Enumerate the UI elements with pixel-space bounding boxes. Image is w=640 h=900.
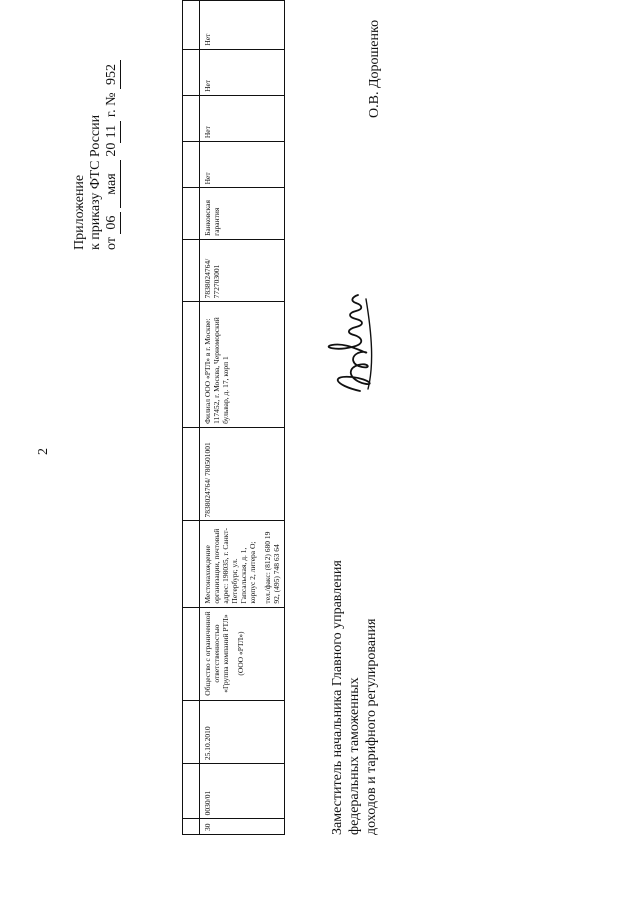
table-row (200, 1, 285, 835)
row-number-cell (183, 819, 200, 835)
organization-short-name: (ООО «РТЛ») (236, 631, 245, 676)
appendix-order-ref: к приказу ФТС России (88, 114, 104, 250)
flag-cell (183, 142, 200, 188)
flag-cell (183, 49, 200, 95)
order-year-suffix: 11 (104, 121, 121, 143)
signatory-title-line: федеральных таможенных (346, 677, 362, 835)
order-day: 06 (104, 212, 121, 234)
address-text: Местонахождение организации, почтовый адрес: 198035, г. Санкт-Петербург, ул. Гапсальская, д. 1, корпус 2, литера О; (203, 527, 257, 604)
organization-full-name: Общество с ограниченной ответственностью «Группа компаний РТЛ» (203, 611, 230, 696)
registration-number-cell (183, 764, 200, 819)
organization-name (200, 607, 285, 700)
order-year-prefix: 20 (104, 142, 120, 157)
row-number: 30 (200, 819, 285, 835)
organization-address-cell (183, 521, 200, 607)
registration-number: 0030/01 (200, 764, 285, 819)
flag-value: Нет (200, 49, 285, 95)
flag-value: Нет (200, 142, 285, 188)
organization-address (200, 521, 285, 607)
guarantee-type: Банковская гарантия (200, 188, 285, 240)
signatory-title (330, 560, 380, 835)
branch-info: Филиал ООО «РТЛ» в г. Москве: 117452, г. Москва, Черноморский бульвар, д. 17, корп 1 (200, 302, 285, 428)
registry-table (182, 0, 285, 835)
order-number: 952 (104, 60, 121, 89)
flag-cell (183, 95, 200, 141)
branch-inn-kpp: 7838024764/ 772703001 (200, 239, 285, 301)
appendix-header (72, 60, 121, 250)
page-number: 2 (36, 448, 51, 455)
phone-fax: тел./факс: (812) 680 19 92, (495) 748 63 64 (263, 531, 281, 604)
flag-value: Нет (200, 95, 285, 141)
signatory-title-line: Заместитель начальника Главного управления (330, 560, 345, 835)
organization-name-cell (183, 607, 200, 700)
signatory-name: О.В. Дорошенко (367, 19, 382, 118)
registration-date: 25.10.2010 (200, 700, 285, 764)
appendix-title: Приложение (72, 174, 87, 250)
branch-cell (183, 302, 200, 428)
branch-inn-kpp-cell (183, 239, 200, 301)
order-month: мая (104, 160, 121, 208)
registration-date-cell (183, 700, 200, 764)
number-label: № (104, 92, 120, 106)
signatory-title-line: доходов и тарифного регулирования (363, 618, 379, 835)
inn-kpp-cell (183, 427, 200, 521)
table-row (183, 1, 200, 835)
flag-value: Нет (200, 1, 285, 50)
flag-cell (183, 1, 200, 50)
handwritten-signature (312, 285, 390, 395)
appendix-date-line (104, 60, 121, 250)
guarantee-cell (183, 188, 200, 240)
order-year (104, 121, 119, 157)
inn-kpp: 7838024764/ 780501001 (200, 427, 285, 521)
order-year-unit: г. (104, 109, 120, 118)
from-label: от (104, 237, 120, 250)
